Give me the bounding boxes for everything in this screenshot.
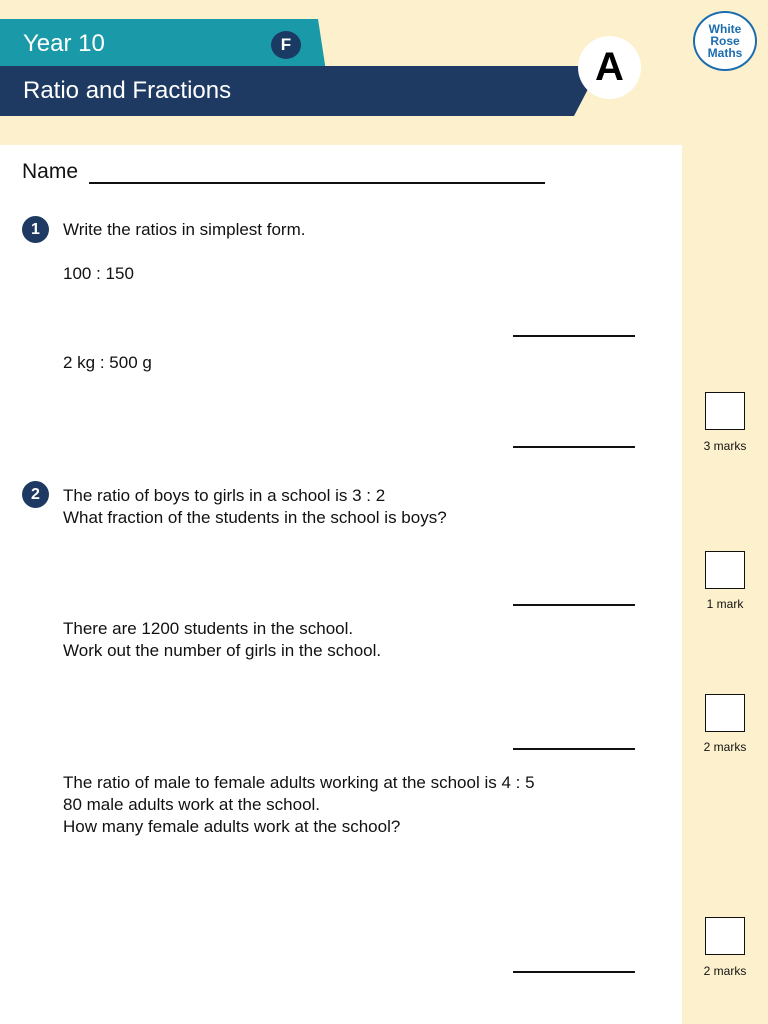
question-2-line-1: The ratio of boys to girls in a school is 3 : 2	[63, 486, 386, 505]
question-1a-answer-line[interactable]	[513, 335, 635, 337]
logo-line-1: White	[708, 22, 742, 36]
name-answer-line[interactable]	[89, 182, 545, 184]
marks-box-q2a[interactable]	[705, 551, 745, 589]
question-2b-line-2: Work out the number of girls in the school.	[63, 641, 382, 660]
marks-label-q2c: 2 marks	[703, 964, 747, 978]
year-label: Year 10	[23, 30, 105, 57]
marks-box-q2b[interactable]	[705, 694, 745, 732]
version-badge: A	[578, 36, 641, 99]
question-2c-line-2: 80 male adults work at the school.	[63, 795, 321, 814]
question-1-prompt: Write the ratios in simplest form.	[63, 220, 306, 239]
question-2-number: 2	[22, 481, 49, 508]
marks-label-q2b: 2 marks	[703, 740, 747, 754]
page-title: Ratio and Fractions	[23, 77, 232, 104]
question-1a-ratio: 100 : 150	[63, 264, 134, 283]
name-label: Name	[22, 160, 79, 183]
logo-line-3: Maths	[707, 46, 743, 60]
question-2c-answer-line[interactable]	[513, 971, 635, 973]
tier-badge: F	[271, 31, 301, 59]
marks-box-q2c[interactable]	[705, 917, 745, 955]
question-2b-answer-line[interactable]	[513, 748, 635, 750]
white-rose-maths-logo	[693, 11, 757, 71]
question-1b-ratio: 2 kg : 500 g	[63, 353, 152, 372]
marks-box-q1[interactable]	[705, 392, 745, 430]
question-2-line-2: What fraction of the students in the school is boys?	[63, 508, 447, 527]
question-2b-line-1: There are 1200 students in the school.	[63, 619, 354, 638]
question-1b-answer-line[interactable]	[513, 446, 635, 448]
question-2c-line-1: The ratio of male to female adults working at the school is 4 : 5	[63, 773, 535, 792]
question-2a-answer-line[interactable]	[513, 604, 635, 606]
marks-label-q1: 3 marks	[703, 439, 747, 453]
question-2c-line-3: How many female adults work at the school?	[63, 817, 401, 836]
logo-line-2: Rose	[710, 34, 740, 48]
question-1-number: 1	[22, 216, 49, 243]
marks-label-q2a: 1 mark	[706, 597, 744, 611]
